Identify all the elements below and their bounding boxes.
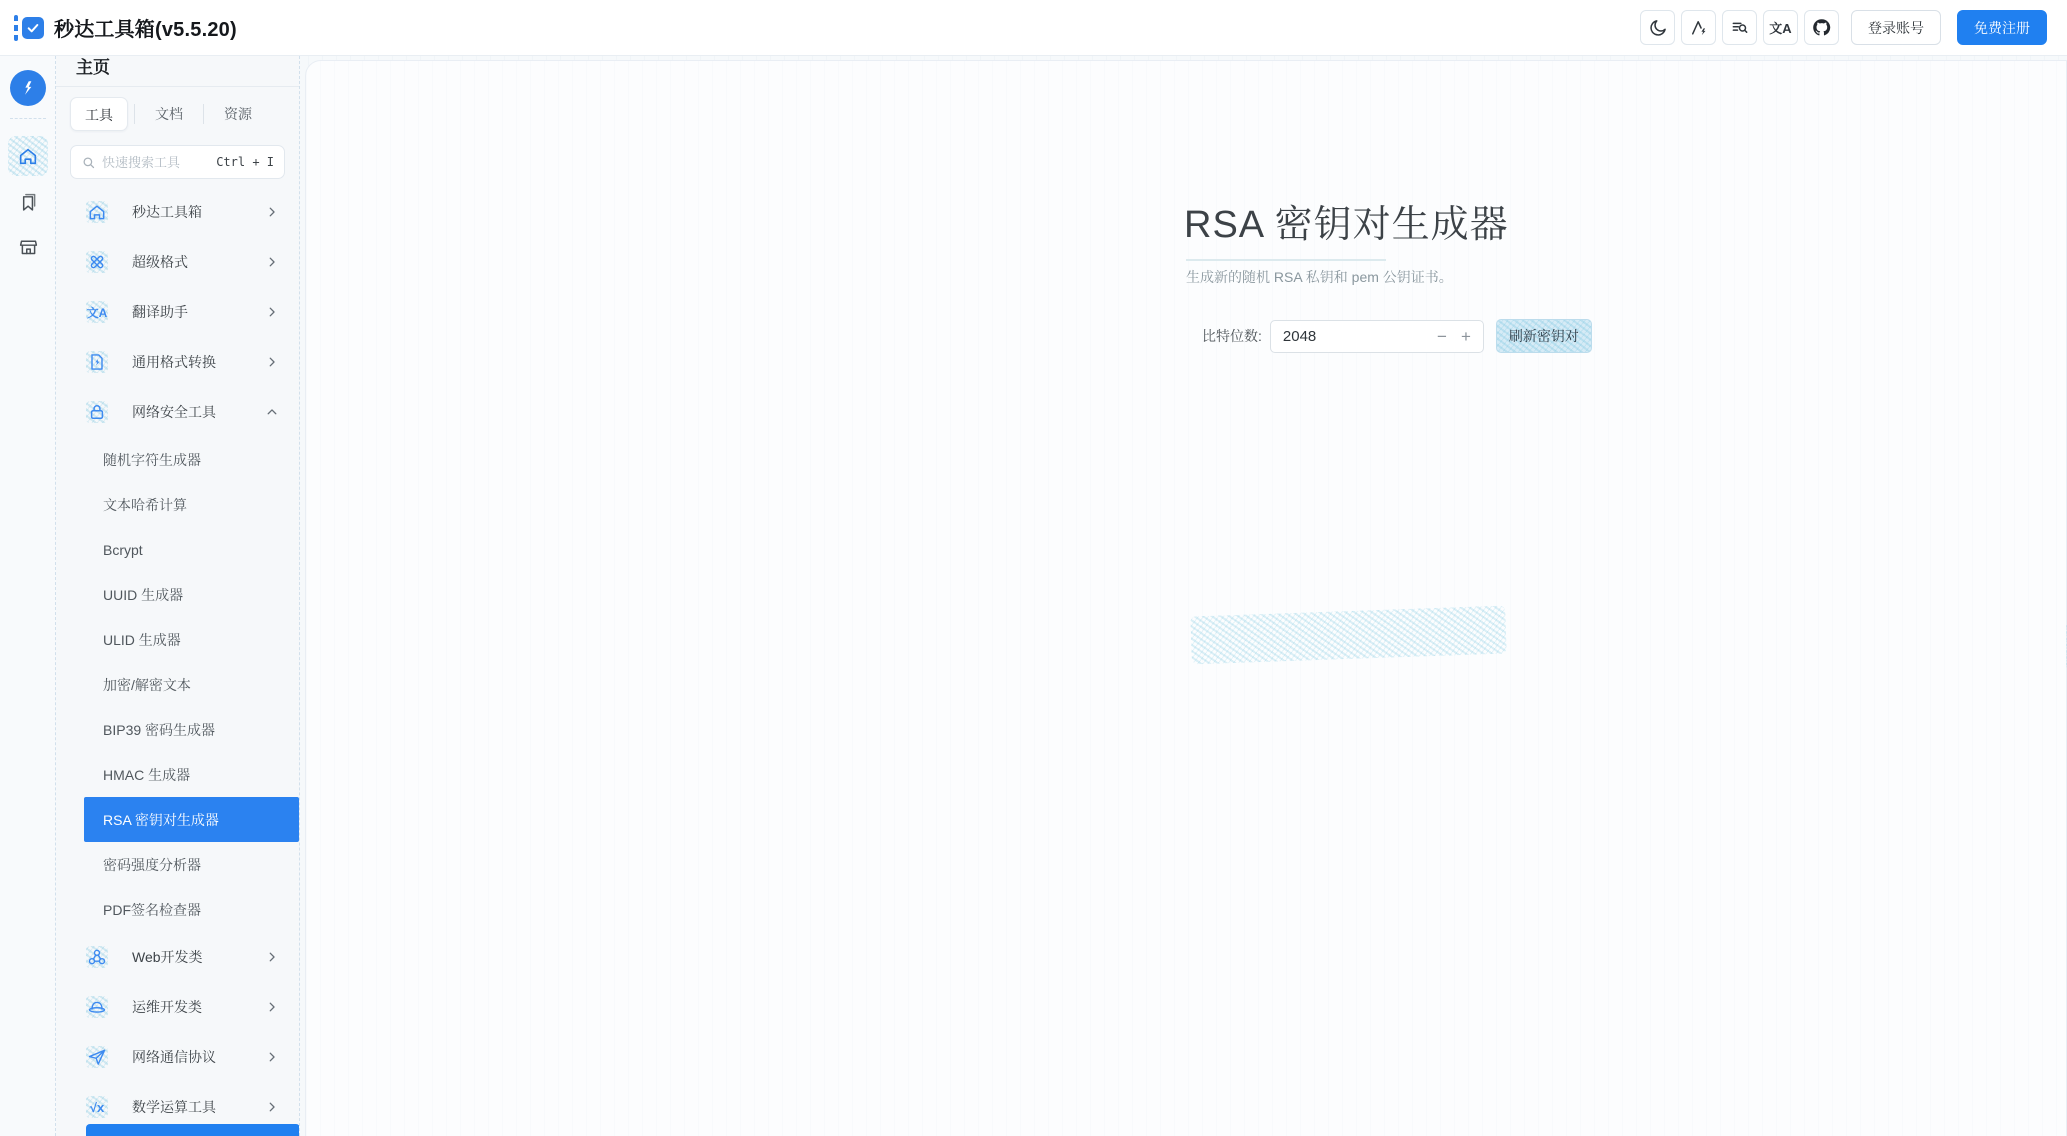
chevron-right-icon: [265, 950, 279, 964]
login-label: 登录账号: [1868, 19, 1924, 36]
bolt-logo-icon: [19, 79, 37, 97]
tool-search-input[interactable]: [102, 155, 210, 170]
sidebar-group-network-protocol[interactable]: [56, 1032, 299, 1082]
title-underline: [1186, 259, 1386, 261]
sidebar-item-label: Web开发类: [132, 949, 203, 965]
github-button[interactable]: [1804, 10, 1839, 45]
font-flash-icon: [1689, 18, 1709, 38]
sidebar-item-random-string[interactable]: [56, 437, 299, 482]
decrement-button[interactable]: −: [1437, 326, 1447, 346]
sidebar-group-format-convert[interactable]: [56, 337, 299, 387]
home-icon: [17, 145, 39, 167]
sidebar-scroll-indicator: [86, 1124, 300, 1136]
sidebar-home-heading: 主页: [76, 58, 110, 77]
sidebar-item-bcrypt[interactable]: [56, 527, 299, 572]
sidebar-item-label: 秒达工具箱: [132, 204, 202, 220]
translate-icon: 文A: [1769, 21, 1792, 36]
sidebar-item-label: RSA 密钥对生成器: [103, 811, 219, 828]
store-icon: [18, 236, 39, 257]
sidebar-item-label: HMAC 生成器: [103, 766, 191, 783]
login-button[interactable]: [1851, 10, 1941, 45]
github-icon: [1811, 17, 1832, 38]
refresh-keypair-button[interactable]: [1496, 319, 1592, 353]
left-icon-rail: [0, 56, 56, 1136]
chevron-right-icon: [265, 1050, 279, 1064]
logo-check-icon: [22, 17, 44, 39]
translate-icon: 文A: [86, 301, 108, 323]
sidebar-group-translate[interactable]: [56, 287, 299, 337]
format-icon: [86, 251, 108, 273]
sidebar-item-pdf-signature-check[interactable]: [56, 887, 299, 932]
rail-store-button[interactable]: [8, 226, 48, 266]
tool-search-box[interactable]: [70, 145, 285, 179]
sidebar-item-label: 通用格式转换: [132, 354, 216, 370]
bits-field[interactable]: [1270, 320, 1484, 353]
sidebar-item-bip39[interactable]: [56, 707, 299, 752]
chevron-right-icon: [265, 1100, 279, 1114]
register-button[interactable]: [1957, 10, 2047, 45]
sidebar-item-label: 密码强度分析器: [103, 856, 201, 873]
sqrt-icon: √x: [86, 1096, 108, 1118]
logo-dash-icon: [14, 15, 18, 41]
home-icon: [86, 201, 108, 223]
bits-input[interactable]: [1283, 328, 1403, 345]
main-content: [305, 60, 2067, 1136]
tab-docs[interactable]: 文档: [155, 106, 183, 122]
lock-icon: [86, 401, 108, 423]
chevron-up-icon: [265, 405, 279, 419]
hat-icon: [86, 996, 108, 1018]
sidebar-group-toolbox[interactable]: [56, 187, 299, 237]
rail-divider: [10, 118, 46, 119]
sidebar-item-rsa-keypair-generator[interactable]: [84, 797, 299, 842]
chevron-right-icon: [265, 355, 279, 369]
sidebar-item-label: UUID 生成器: [103, 586, 184, 603]
sidebar-item-label: 网络安全工具: [132, 404, 216, 420]
sidebar-menu: [56, 187, 299, 1132]
file-convert-icon: [86, 351, 108, 373]
sidebar-item-password-strength[interactable]: [56, 842, 299, 887]
app-logo: [14, 15, 44, 41]
tab-separator: [134, 104, 135, 124]
page-title: RSA 密钥对生成器: [1184, 204, 1509, 246]
sidebar-item-label: BIP39 密码生成器: [103, 721, 216, 738]
paper-plane-icon: [86, 1046, 108, 1068]
register-label: 免费注册: [1974, 19, 2030, 36]
top-header: [0, 0, 2067, 56]
sidebar-group-network-security[interactable]: [56, 387, 299, 437]
webhook-icon: [86, 946, 108, 968]
sidebar-item-label: 随机字符生成器: [103, 451, 201, 468]
list-search-icon: [1730, 18, 1750, 38]
font-size-button[interactable]: [1681, 10, 1716, 45]
brand-avatar[interactable]: [10, 70, 46, 106]
sidebar-item-label: 加密/解密文本: [103, 676, 191, 693]
bits-stepper: [1437, 328, 1471, 345]
sidebar-item-label: 数学运算工具: [132, 1099, 216, 1115]
watermark: [1190, 606, 1506, 665]
dark-mode-button[interactable]: [1640, 10, 1675, 45]
chevron-right-icon: [265, 255, 279, 269]
sidebar-item-label: ULID 生成器: [103, 631, 181, 648]
moon-icon: [1648, 18, 1668, 38]
refresh-keypair-label: 刷新密钥对: [1508, 328, 1579, 344]
chevron-right-icon: [265, 1000, 279, 1014]
sidebar-item-label: 运维开发类: [132, 999, 202, 1015]
bits-label: 比特位数:: [1202, 328, 1262, 344]
bookmark-icon: [18, 192, 39, 213]
sidebar: [56, 56, 300, 1136]
page-subtitle: 生成新的随机 RSA 私钥和 pem 公钥证书。: [1186, 269, 1453, 285]
sidebar-item-encrypt-decrypt[interactable]: [56, 662, 299, 707]
sidebar-item-label: 超级格式: [132, 254, 188, 270]
sidebar-group-web-dev[interactable]: [56, 932, 299, 982]
sidebar-divider: [56, 86, 299, 87]
sidebar-item-label: PDF签名检查器: [103, 901, 201, 918]
sidebar-item-label: 网络通信协议: [132, 1049, 216, 1065]
sidebar-group-super-format[interactable]: [56, 237, 299, 287]
keygen-controls: [1202, 319, 1592, 353]
sidebar-item-uuid-generator[interactable]: [56, 572, 299, 617]
language-button[interactable]: [1763, 10, 1798, 45]
increment-button[interactable]: +: [1460, 326, 1471, 346]
rail-home-button[interactable]: [8, 136, 48, 176]
search-icon: [81, 155, 96, 170]
rail-bookmark-button[interactable]: [8, 182, 48, 222]
sidebar-item-hmac-generator[interactable]: [56, 752, 299, 797]
sidebar-tabs: [56, 91, 299, 137]
tab-resources[interactable]: 资源: [224, 106, 252, 122]
search-shortcut-hint: Ctrl + I: [216, 155, 274, 169]
sidebar-item-label: Bcrypt: [103, 541, 143, 558]
chevron-right-icon: [265, 305, 279, 319]
sidebar-item-label: 文本哈希计算: [103, 496, 187, 513]
tab-tools[interactable]: 工具: [70, 97, 128, 131]
sidebar-item-text-hash[interactable]: [56, 482, 299, 527]
search-tools-button[interactable]: [1722, 10, 1757, 45]
chevron-right-icon: [265, 205, 279, 219]
sidebar-item-label: 翻译助手: [132, 304, 188, 320]
sidebar-group-ops-dev[interactable]: [56, 982, 299, 1032]
tab-separator: [203, 104, 204, 124]
sidebar-item-ulid-generator[interactable]: [56, 617, 299, 662]
app-title: 秒达工具箱(v5.5.20): [54, 19, 237, 41]
